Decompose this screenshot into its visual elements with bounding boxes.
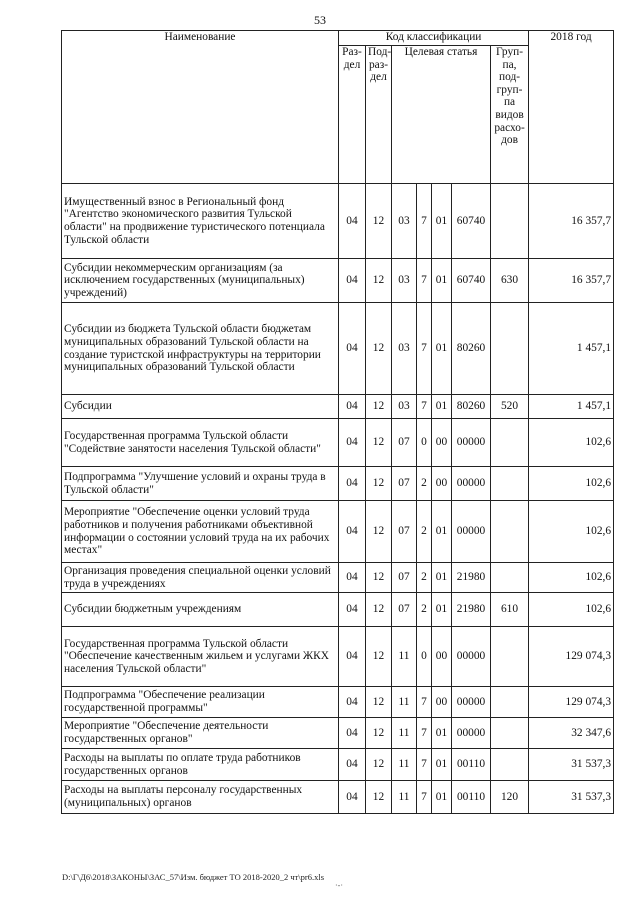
cell-target-program: 11 <box>392 718 417 749</box>
cell-name: Мероприятие "Обеспечение оценки условий труда работников и получения работниками объективной информации о состоянии условий труда на их рабочих местах" <box>62 501 339 563</box>
cell-name: Субсидии из бюджета Тульской области бюджетам муниципальных образований Тульской области на создание туристской инфраструктуры на территории муниципальных образований Тульской области <box>62 303 339 395</box>
table-row <box>62 501 614 563</box>
cell-target-direction: 00110 <box>452 749 491 781</box>
table-row <box>62 687 614 718</box>
table-row <box>62 259 614 303</box>
cell-name: Имущественный взнос в Региональный фонд "Агентство экономического развития Тульской области" на продвижение туристического потенциала Тульской области <box>62 184 339 259</box>
file-path-footer: D:\Г\Д6\2018\ЗАКОНЫ\ЗАС_57\Изм. бюджет ТО 2018-2020_2 чт\pr6.xls <box>62 872 325 882</box>
cell-name: Субсидии <box>62 395 339 419</box>
header-expense-group: Груп- па, под- груп- па видов расхо- дов <box>491 46 529 184</box>
cell-target-subprogram: 7 <box>417 687 432 718</box>
cell-amount-2018: 102,6 <box>529 593 614 627</box>
cell-target-direction: 00000 <box>452 687 491 718</box>
cell-target-program: 11 <box>392 781 417 814</box>
cell-section: 04 <box>339 627 366 687</box>
cell-subsection: 12 <box>366 467 392 501</box>
cell-target-direction: 00000 <box>452 419 491 467</box>
cell-section: 04 <box>339 395 366 419</box>
cell-subsection: 12 <box>366 627 392 687</box>
cell-target-event: 00 <box>432 627 452 687</box>
table-row <box>62 563 614 593</box>
cell-amount-2018: 102,6 <box>529 501 614 563</box>
cell-amount-2018: 31 537,3 <box>529 749 614 781</box>
cell-target-subprogram: 7 <box>417 303 432 395</box>
cell-target-event: 01 <box>432 593 452 627</box>
cell-section: 04 <box>339 563 366 593</box>
cell-name: Подпрограмма "Улучшение условий и охраны труда в Тульской области" <box>62 467 339 501</box>
cell-name: Расходы на выплаты персоналу государственных (муниципальных) органов <box>62 781 339 814</box>
cell-amount-2018: 16 357,7 <box>529 184 614 259</box>
cell-target-subprogram: 0 <box>417 419 432 467</box>
cell-amount-2018: 1 457,1 <box>529 303 614 395</box>
cell-expense-type: 610 <box>491 593 529 627</box>
cell-target-direction: 00000 <box>452 501 491 563</box>
cell-target-program: 07 <box>392 593 417 627</box>
cell-target-program: 11 <box>392 627 417 687</box>
table-row <box>62 395 614 419</box>
cell-target-event: 01 <box>432 781 452 814</box>
cell-expense-type: 520 <box>491 395 529 419</box>
cell-name: Мероприятие "Обеспечение деятельности государственных органов" <box>62 718 339 749</box>
cell-section: 04 <box>339 718 366 749</box>
cell-target-program: 11 <box>392 749 417 781</box>
table-row <box>62 749 614 781</box>
cell-section: 04 <box>339 259 366 303</box>
cell-target-program: 07 <box>392 467 417 501</box>
cell-subsection: 12 <box>366 419 392 467</box>
cell-amount-2018: 102,6 <box>529 563 614 593</box>
cell-amount-2018: 16 357,7 <box>529 259 614 303</box>
cell-target-subprogram: 7 <box>417 184 432 259</box>
cell-target-direction: 21980 <box>452 593 491 627</box>
cell-target-program: 07 <box>392 419 417 467</box>
cell-expense-type <box>491 627 529 687</box>
cell-amount-2018: 1 457,1 <box>529 395 614 419</box>
cell-subsection: 12 <box>366 718 392 749</box>
cell-target-event: 01 <box>432 259 452 303</box>
cell-subsection: 12 <box>366 501 392 563</box>
cell-expense-type <box>491 501 529 563</box>
cell-section: 04 <box>339 419 366 467</box>
cell-expense-type <box>491 687 529 718</box>
table-row <box>62 627 614 687</box>
page-number: 53 <box>314 13 326 27</box>
cell-target-subprogram: 7 <box>417 718 432 749</box>
header-subsection: Под- раз- дел <box>366 46 392 184</box>
cell-target-program: 07 <box>392 563 417 593</box>
cell-subsection: 12 <box>366 749 392 781</box>
cell-target-direction: 60740 <box>452 184 491 259</box>
cell-amount-2018: 102,6 <box>529 467 614 501</box>
cell-expense-type: 630 <box>491 259 529 303</box>
table-header <box>62 31 614 184</box>
cell-target-event: 00 <box>432 687 452 718</box>
cell-subsection: 12 <box>366 593 392 627</box>
cell-target-program: 03 <box>392 303 417 395</box>
cell-target-event: 01 <box>432 749 452 781</box>
table-body <box>62 184 614 814</box>
cell-expense-type: 120 <box>491 781 529 814</box>
cell-target-event: 01 <box>432 718 452 749</box>
cell-subsection: 12 <box>366 563 392 593</box>
cell-target-event: 01 <box>432 303 452 395</box>
cell-section: 04 <box>339 687 366 718</box>
cell-name: Организация проведения специальной оценки условий труда в учреждениях <box>62 563 339 593</box>
cell-target-event: 01 <box>432 563 452 593</box>
cell-amount-2018: 129 074,3 <box>529 687 614 718</box>
cell-expense-type <box>491 563 529 593</box>
cell-target-subprogram: 0 <box>417 627 432 687</box>
header-year: 2018 год <box>529 31 614 184</box>
cell-name: Подпрограмма "Обеспечение реализации государственной программы" <box>62 687 339 718</box>
margin-mark: ·-· <box>335 881 343 890</box>
cell-target-event: 01 <box>432 395 452 419</box>
cell-amount-2018: 129 074,3 <box>529 627 614 687</box>
cell-target-direction: 60740 <box>452 259 491 303</box>
cell-section: 04 <box>339 303 366 395</box>
budget-table <box>61 30 614 814</box>
cell-target-event: 01 <box>432 501 452 563</box>
cell-amount-2018: 31 537,3 <box>529 781 614 814</box>
cell-target-direction: 80260 <box>452 303 491 395</box>
cell-target-subprogram: 7 <box>417 259 432 303</box>
cell-target-subprogram: 2 <box>417 467 432 501</box>
cell-subsection: 12 <box>366 259 392 303</box>
cell-name: Расходы на выплаты по оплате труда работников государственных органов <box>62 749 339 781</box>
cell-expense-type <box>491 184 529 259</box>
cell-target-program: 03 <box>392 184 417 259</box>
cell-target-event: 00 <box>432 419 452 467</box>
cell-target-program: 11 <box>392 687 417 718</box>
cell-amount-2018: 102,6 <box>529 419 614 467</box>
cell-target-subprogram: 7 <box>417 749 432 781</box>
cell-section: 04 <box>339 184 366 259</box>
cell-target-direction: 00110 <box>452 781 491 814</box>
cell-section: 04 <box>339 593 366 627</box>
cell-target-subprogram: 2 <box>417 563 432 593</box>
cell-target-direction: 00000 <box>452 627 491 687</box>
cell-target-subprogram: 2 <box>417 501 432 563</box>
cell-subsection: 12 <box>366 687 392 718</box>
cell-target-subprogram: 2 <box>417 593 432 627</box>
cell-section: 04 <box>339 749 366 781</box>
cell-subsection: 12 <box>366 303 392 395</box>
cell-target-event: 00 <box>432 467 452 501</box>
cell-section: 04 <box>339 501 366 563</box>
cell-subsection: 12 <box>366 781 392 814</box>
table-row <box>62 593 614 627</box>
table-row <box>62 718 614 749</box>
header-target-article: Целевая статья <box>392 46 491 184</box>
cell-target-program: 03 <box>392 395 417 419</box>
header-classification-code: Код классификации <box>339 31 529 46</box>
cell-expense-type <box>491 718 529 749</box>
cell-name: Государственная программа Тульской области "Содействие занятости населения Тульской области" <box>62 419 339 467</box>
cell-subsection: 12 <box>366 184 392 259</box>
header-name: Наименование <box>62 31 339 184</box>
cell-amount-2018: 32 347,6 <box>529 718 614 749</box>
table-row <box>62 419 614 467</box>
cell-target-direction: 00000 <box>452 467 491 501</box>
cell-expense-type <box>491 749 529 781</box>
cell-target-program: 03 <box>392 259 417 303</box>
cell-name: Субсидии бюджетным учреждениям <box>62 593 339 627</box>
cell-section: 04 <box>339 781 366 814</box>
cell-target-subprogram: 7 <box>417 395 432 419</box>
cell-target-direction: 21980 <box>452 563 491 593</box>
cell-target-direction: 80260 <box>452 395 491 419</box>
cell-expense-type <box>491 419 529 467</box>
cell-name: Государственная программа Тульской области "Обеспечение качественным жильем и услугами ЖКХ населения Тульской области" <box>62 627 339 687</box>
cell-expense-type <box>491 303 529 395</box>
table-row <box>62 467 614 501</box>
table-row <box>62 184 614 259</box>
cell-target-program: 07 <box>392 501 417 563</box>
cell-expense-type <box>491 467 529 501</box>
cell-name: Субсидии некоммерческим организациям (за исключением государственных (муниципальных) учреждений) <box>62 259 339 303</box>
cell-target-subprogram: 7 <box>417 781 432 814</box>
cell-target-direction: 00000 <box>452 718 491 749</box>
cell-subsection: 12 <box>366 395 392 419</box>
table-row <box>62 781 614 814</box>
cell-section: 04 <box>339 467 366 501</box>
header-section: Раз- дел <box>339 46 366 184</box>
table-row <box>62 303 614 395</box>
cell-target-event: 01 <box>432 184 452 259</box>
